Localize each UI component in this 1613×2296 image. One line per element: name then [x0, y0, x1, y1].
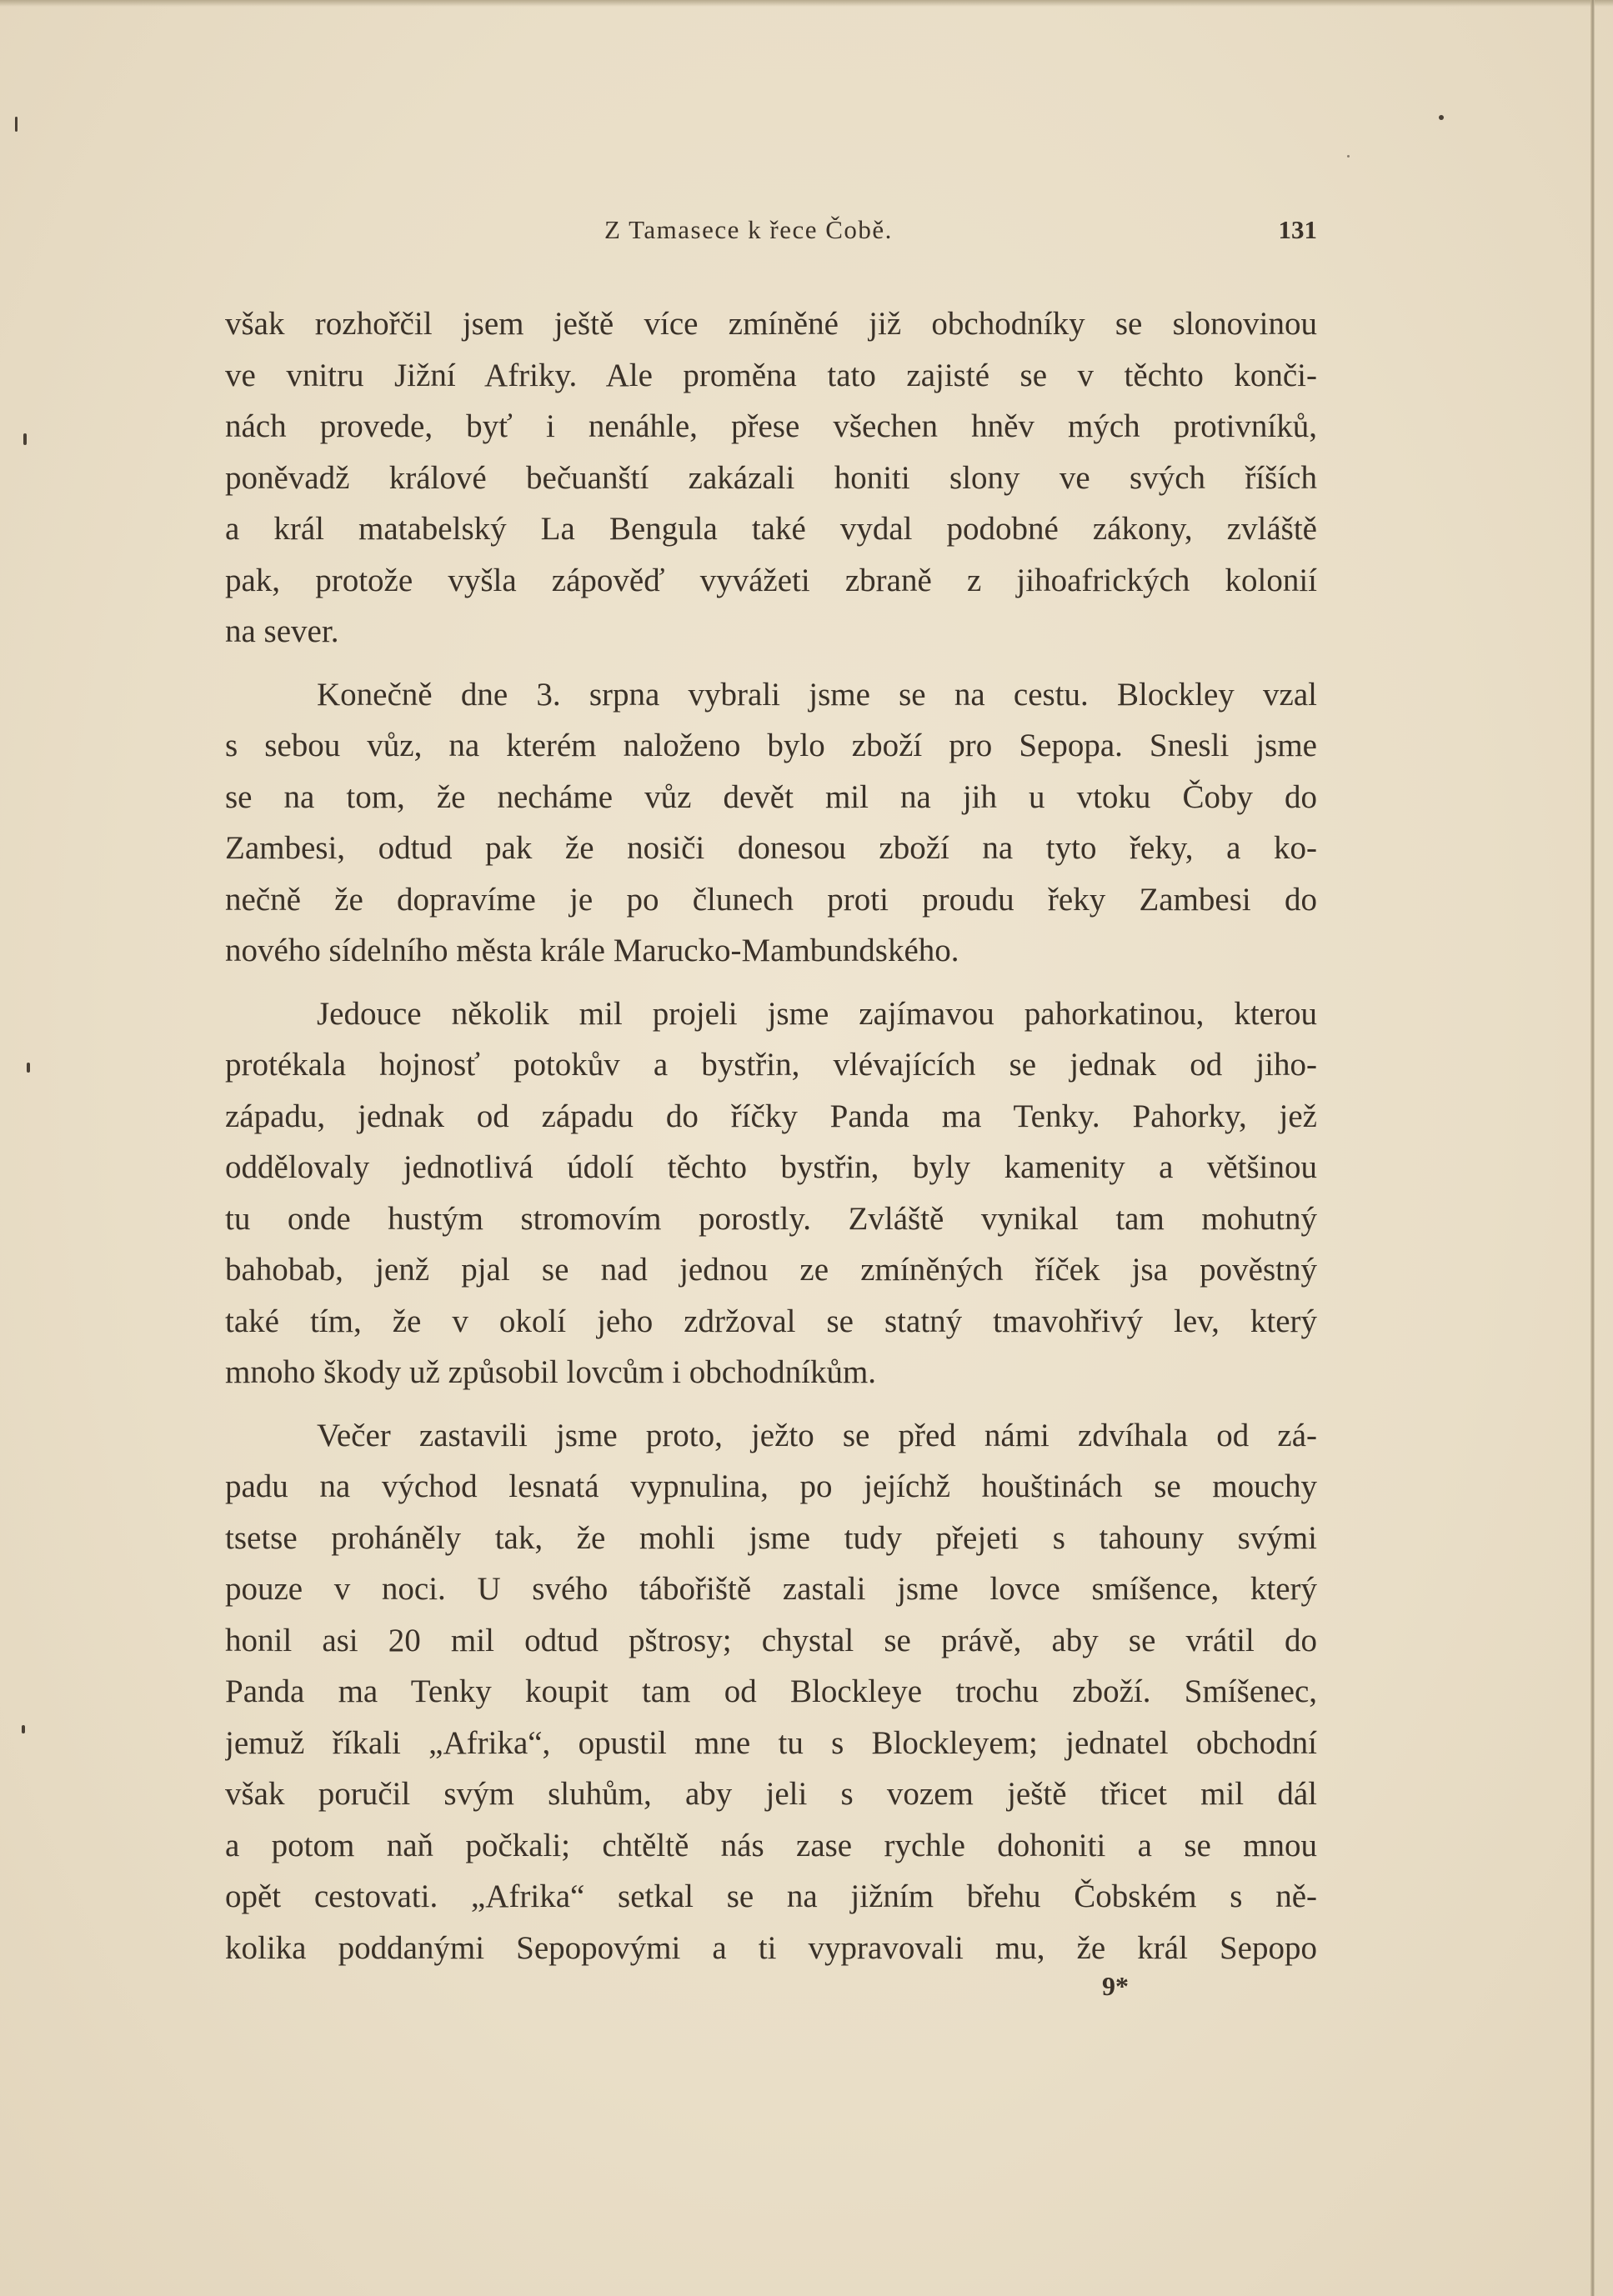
text-line: však rozhořčil jsem ještě více zmíněné již obchodníky se slonovinou [225, 306, 1317, 342]
text-line: však poručil svým sluhům, aby jeli s vozem ještě třicet mil dál [225, 1776, 1317, 1812]
text-line: padu na východ lesnatá vypnulina, po jejíchž houštinách se mouchy [225, 1468, 1317, 1504]
text-line: západu, jednak od západu do říčky Panda ma Tenky. Pahorky, jež [225, 1098, 1317, 1134]
text-line: Jedouce několik mil projeli jsme zajímavou pahorkatinou, kterou [317, 995, 1317, 1032]
ink-speck [27, 1063, 30, 1073]
page-number: 131 [1278, 215, 1317, 244]
text-line: také tím, že v okolí jeho zdržoval se statný tmavohřivý lev, který [225, 1303, 1317, 1339]
text-line: a potom naň počkali; chtěltě nás zase rychle dohoniti a se mnou [225, 1827, 1317, 1863]
text-line: mnoho škody už způsobil lovcům i obchodníkům. [225, 1354, 877, 1390]
ink-speck [1347, 155, 1350, 158]
text-line: se na tom, že necháme vůz devět mil na jih u vtoku Čoby do [225, 778, 1317, 815]
page-top-edge [0, 0, 1613, 7]
text-line: Konečně dne 3. srpna vybrali jsme se na cestu. Blockley vzal [317, 676, 1317, 713]
text-line: honil asi 20 mil odtud pštrosy; chystal se právě, aby se vrátil do [225, 1622, 1317, 1658]
text-line: a král matabelský La Bengula také vydal podobné zákony, zvláště [225, 511, 1317, 547]
text-line: pak, protože vyšla zápověď vyvážeti zbraně z jihoafrických kolonií [225, 562, 1317, 598]
text-line: Večer zastavili jsme proto, ježto se před námi zdvíhala od zá- [317, 1417, 1317, 1453]
text-line: oddělovaly jednotlivá údolí těchto bystřin, byly kamenity a většinou [225, 1149, 1317, 1185]
text-line: ve vnitru Jižní Afriky. Ale proměna tato zajisté se v těchto konči- [225, 357, 1317, 393]
text-line: nách provede, byť i nenáhle, přese všechen hněv mých protivníků, [225, 408, 1317, 444]
paragraph [225, 298, 1317, 658]
text-line: protékala hojnosť potokův a bystřin, vlévajících se jednak od jiho- [225, 1047, 1317, 1083]
paragraph [225, 1410, 1317, 1974]
signature-mark: 9* [1102, 1971, 1129, 2001]
text-line: tu onde hustým stromovím porostly. Zvláště vynikal tam mohutný [225, 1200, 1317, 1237]
ink-speck [22, 1725, 25, 1733]
text-line: kolika poddanými Sepopovými a ti vypravovali mu, že král Sepopo [225, 1929, 1317, 1966]
text-line: na sever. [225, 613, 339, 649]
body-text [225, 298, 1317, 1973]
text-line: nečně že dopravíme je po člunech proti proudu řeky Zambesi do [225, 881, 1317, 918]
text-line: poněvadž králové bečuanští zakázali honiti slony ve svých říších [225, 459, 1317, 496]
ink-speck [23, 433, 27, 445]
paragraph [225, 988, 1317, 1398]
paragraph [225, 669, 1317, 977]
text-line: nového sídelního města krále Marucko-Mambundského. [225, 933, 959, 968]
text-line: Panda ma Tenky koupit tam od Blockleye trochu zboží. Smíšenec, [225, 1673, 1317, 1709]
ink-speck [15, 117, 18, 132]
text-line: bahobab, jenž pjal se nad jednou ze zmíněných říček jsa pověstný [225, 1252, 1317, 1288]
text-line: Zambesi, odtud pak že nosiči donesou zboží na tyto řeky, a ko- [225, 830, 1317, 866]
running-header [233, 215, 1317, 252]
text-line: opět cestovati. „Afrika“ setkal se na jižním břehu Čobském s ně- [225, 1878, 1317, 1914]
text-line: tsetse proháněly tak, že mohli jsme tudy přejeti s tahouny svými [225, 1519, 1317, 1556]
page-right-edge [1590, 0, 1595, 2296]
text-line: jemuž říkali „Afrika“, opustil mne tu s Blockleyem; jednatel obchodní [225, 1724, 1317, 1761]
ink-speck [1439, 115, 1444, 120]
running-title: Z Tamasece k řece Čobě. [604, 215, 893, 244]
text-line: pouze v noci. U svého tábořiště zastali jsme lovce smíšence, který [225, 1571, 1317, 1607]
text-line: s sebou vůz, na kterém naloženo bylo zboží pro Sepopa. Snesli jsme [225, 728, 1317, 763]
